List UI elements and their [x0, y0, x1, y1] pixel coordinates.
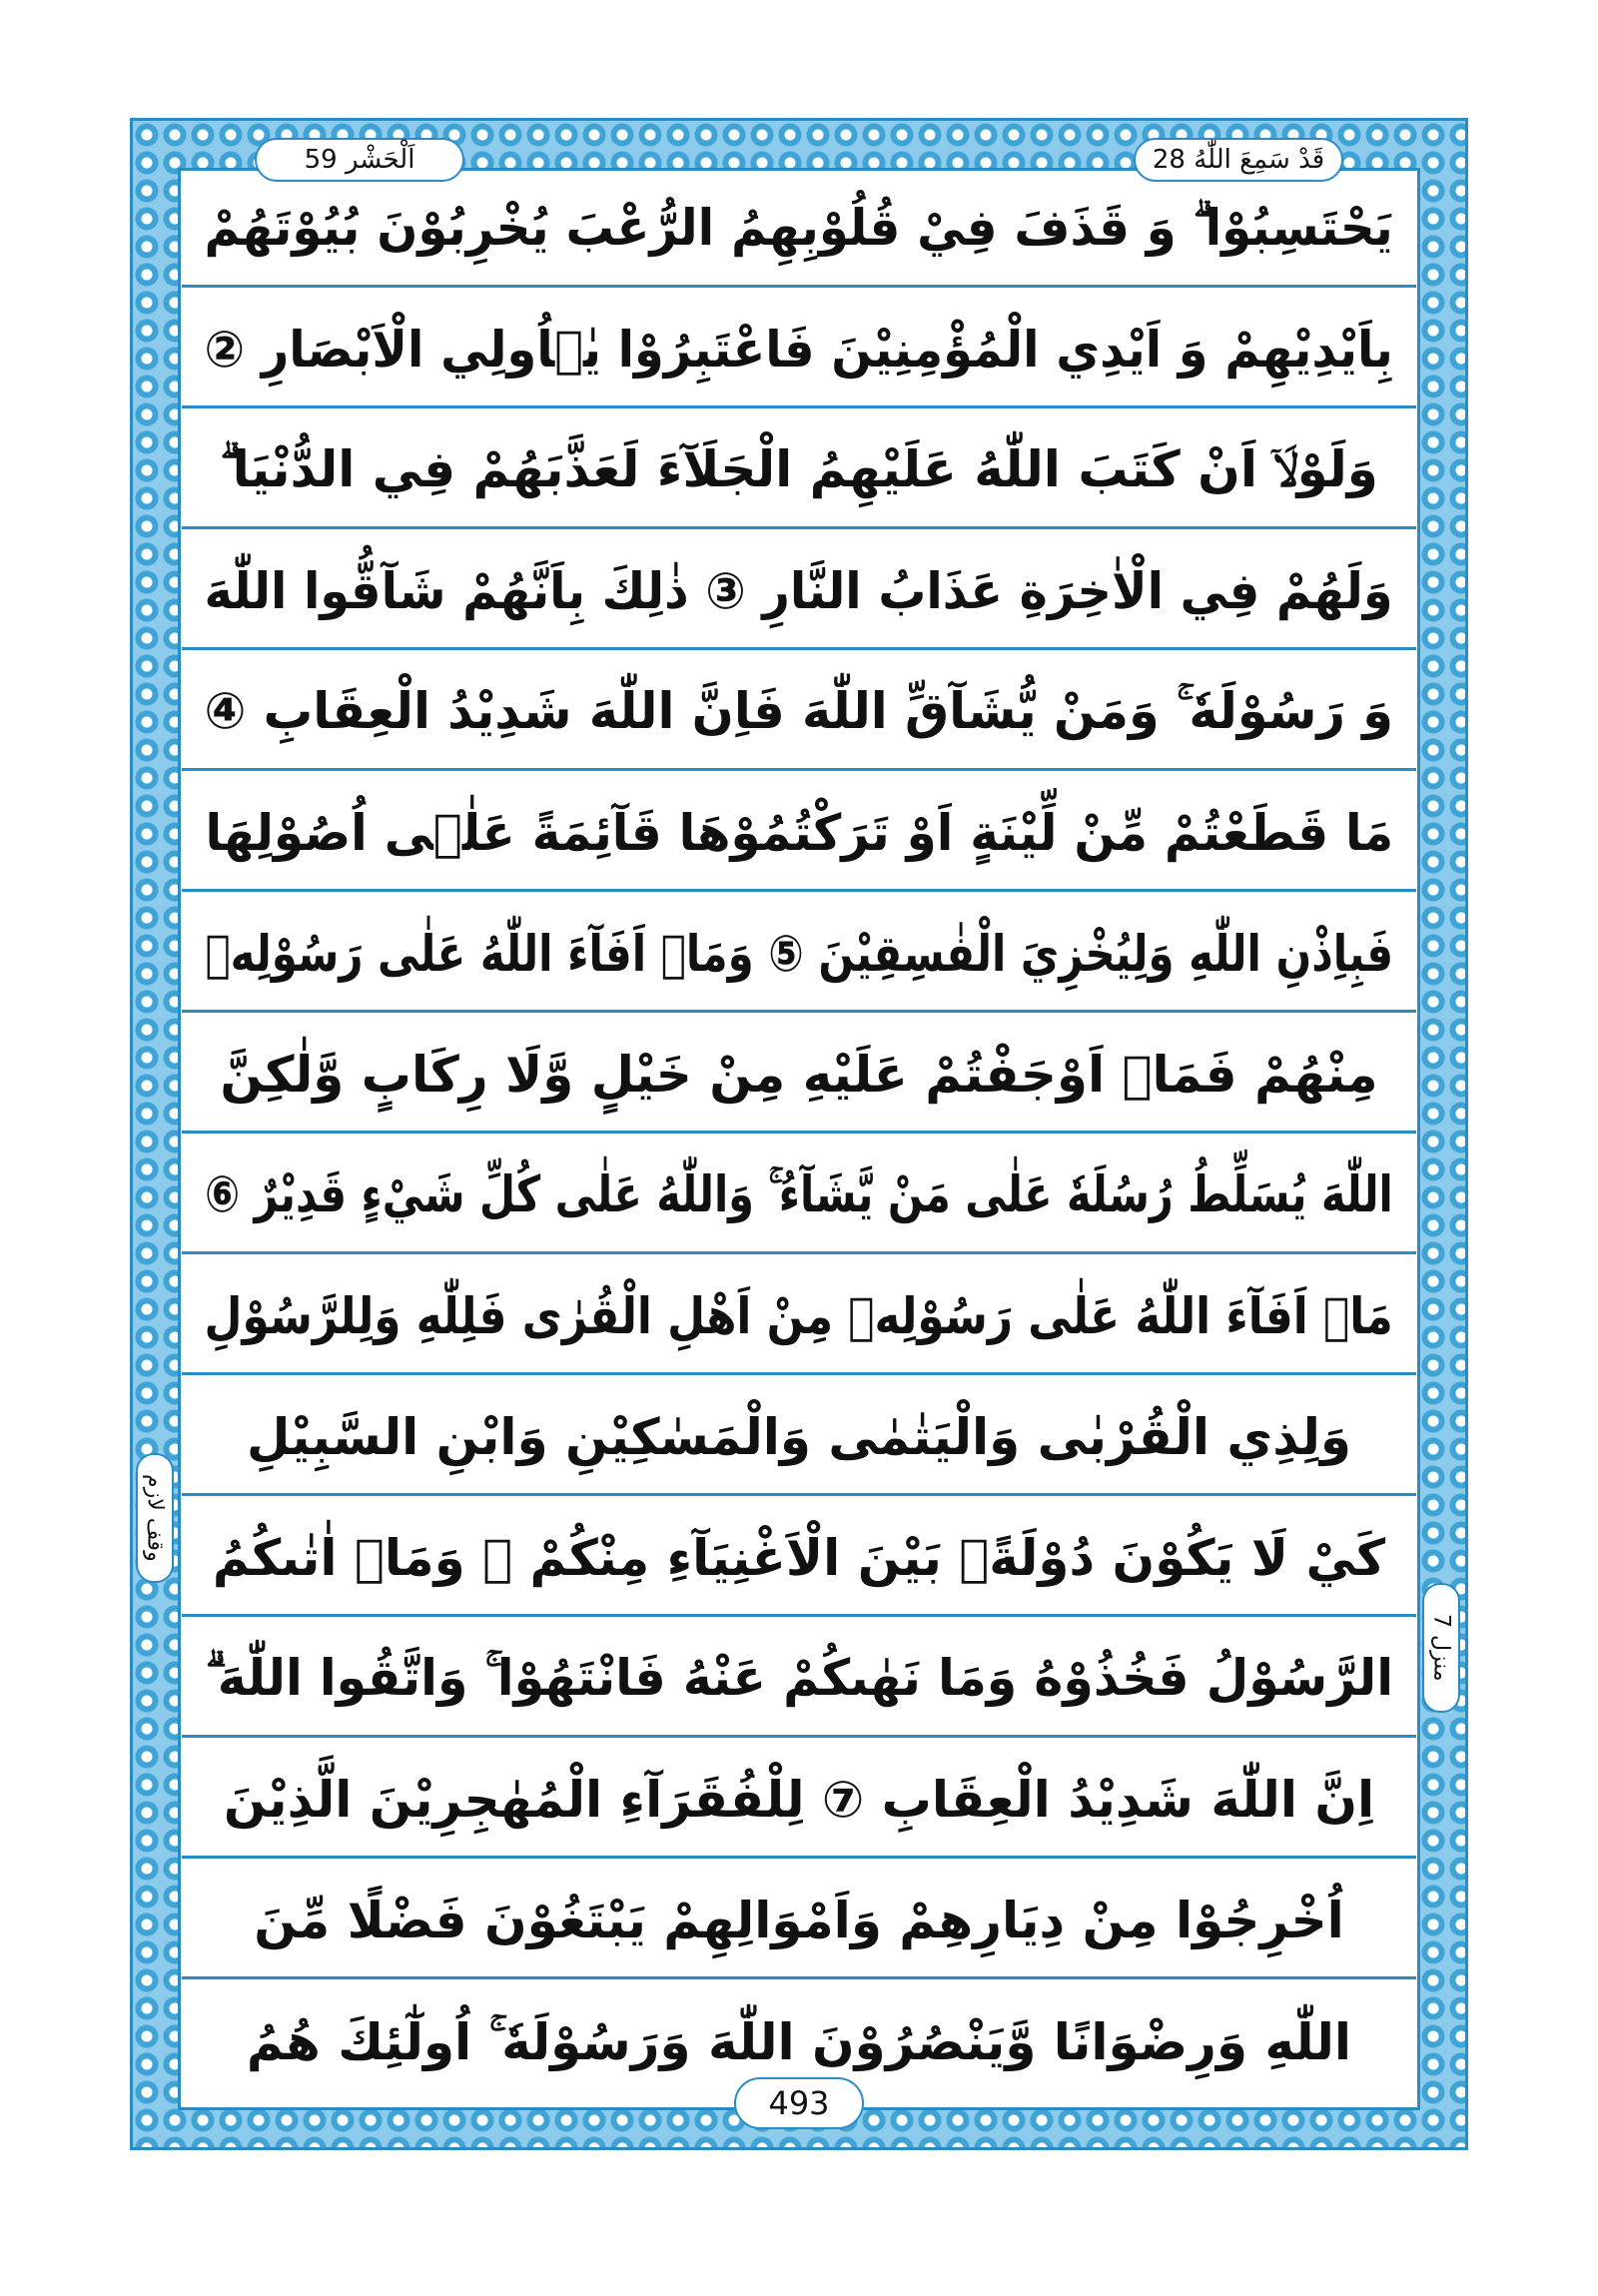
text-line: [182, 1864, 1416, 1979]
line-text: وَلَهُمْ فِي الْاٰخِرَةِ عَذَابُ النَّارِ ③ ذٰلِكَ بِاَنَّهُمْ شَآقُّوا اللّٰهَ: [204, 561, 1394, 620]
line-text: مِنْهُمْ فَمَاۤ اَوْجَفْتُمْ عَلَيْهِ مِنْ خَيْلٍ وَّلَا رِكَابٍ وَّلٰكِنَّ: [220, 1045, 1378, 1104]
waqf-marker: [136, 1453, 174, 1583]
page-number-text: 493: [768, 2084, 830, 2122]
text-line: [182, 897, 1416, 1013]
page-number: [734, 2077, 864, 2129]
line-text: الرَّسُوْلُ فَخُذُوْهُ وَمَا نَهٰىكُمْ عَنْهُ فَانْتَهُوْا ۚ وَاتَّقُوا اللّٰهَ ۗ: [205, 1649, 1393, 1707]
text-line: [182, 1501, 1416, 1617]
text-line: [182, 655, 1416, 771]
line-text: مَاۤ اَفَآءَ اللّٰهُ عَلٰى رَسُوْلِهٖ مِنْ اَهْلِ الْقُرٰى فَلِلّٰهِ وَلِلرَّسُوْلِ: [204, 1286, 1394, 1345]
line-text: وَ رَسُوْلَهٗ ۚ وَمَنْ يُّشَآقِّ اللّٰهَ فَاِنَّ اللّٰهَ شَدِيْدُ الْعِقَابِ ④: [204, 682, 1394, 740]
text-line: [182, 172, 1416, 288]
text-line: [182, 534, 1416, 650]
line-text: وَلَوْلَاۤ اَنْ كَتَبَ اللّٰهُ عَلَيْهِمُ الْجَلَآءَ لَعَذَّبَهُمْ فِي الدُّنْيَا ۗ: [220, 440, 1378, 498]
waqf-marker-text: وقف لازم: [142, 1474, 168, 1562]
line-text: مَا قَطَعْتُمْ مِّنْ لِّيْنَةٍ اَوْ تَرَكْتُمُوْهَا قَآئِمَةً عَلٰۤى اُصُوْلِهَا: [205, 803, 1393, 862]
line-text: اُخْرِجُوْا مِنْ دِيَارِهِمْ وَاَمْوَالِهِمْ يَبْتَغُوْنَ فَضْلًا مِّنَ: [254, 1891, 1344, 1949]
manzil-marker-text: منزل 7: [1428, 1614, 1454, 1682]
quran-text: [182, 172, 1416, 2106]
line-text: اِنَّ اللّٰهَ شَدِيْدُ الْعِقَابِ ⑦ لِلْفُقَرَآءِ الْمُهٰجِرِيْنَ الَّذِيْنَ: [223, 1770, 1375, 1829]
manzil-marker: [1422, 1583, 1460, 1713]
text-line: [182, 1380, 1416, 1496]
line-text: بِاَيْدِيْهِمْ وَ اَيْدِي الْمُؤْمِنِيْنَ فَاعْتَبِرُوْا يٰۤاُولِي الْاَبْصَارِ ②: [204, 320, 1394, 379]
text-line: [182, 776, 1416, 892]
text-line: [182, 1139, 1416, 1254]
juz-title-text: قَدْ سَمِعَ اللّٰهُ 28: [1152, 145, 1325, 175]
line-text: يَحْتَسِبُوْا ۗ وَ قَذَفَ فِيْ قُلُوْبِهِمُ الرُّعْبَ يُخْرِبُوْنَ بُيُوْتَهُمْ: [204, 199, 1394, 257]
text-line: [182, 1622, 1416, 1738]
line-text: اللّٰهِ وَرِضْوَانًا وَّيَنْصُرُوْنَ اللّٰهَ وَرَسُوْلَهٗ ۚ اُولٰٓئِكَ هُمُ: [246, 2012, 1352, 2071]
text-line: [182, 1743, 1416, 1859]
text-line: [182, 1018, 1416, 1134]
line-text: اللّٰهَ يُسَلِّطُ رُسُلَهٗ عَلٰى مَنْ يَّشَآءُ ۚ وَاللّٰهُ عَلٰى كُلِّ شَيْءٍ قَدِيْرٌ ⑥: [205, 1165, 1393, 1223]
line-text: فَبِاِذْنِ اللّٰهِ وَلِيُخْزِيَ الْفٰسِقِيْنَ ⑤ وَمَاۤ اَفَآءَ اللّٰهُ عَلٰى رَسُوْلِهٖ: [205, 924, 1393, 983]
text-line: [182, 1259, 1416, 1375]
line-text: كَيْ لَا يَكُوْنَ دُوْلَةًۢ بَيْنَ الْاَغْنِيَآءِ مِنْكُمْ ۚ وَمَاۤ اٰتٰىكُمُ: [212, 1528, 1386, 1587]
text-line: [182, 413, 1416, 529]
text-line: [182, 293, 1416, 408]
surah-title-text: اَلْحَشْر 59: [304, 145, 415, 175]
line-text: وَلِذِي الْقُرْبٰى وَالْيَتٰمٰى وَالْمَسٰكِيْنِ وَابْنِ السَّبِيْلِ: [247, 1407, 1351, 1466]
